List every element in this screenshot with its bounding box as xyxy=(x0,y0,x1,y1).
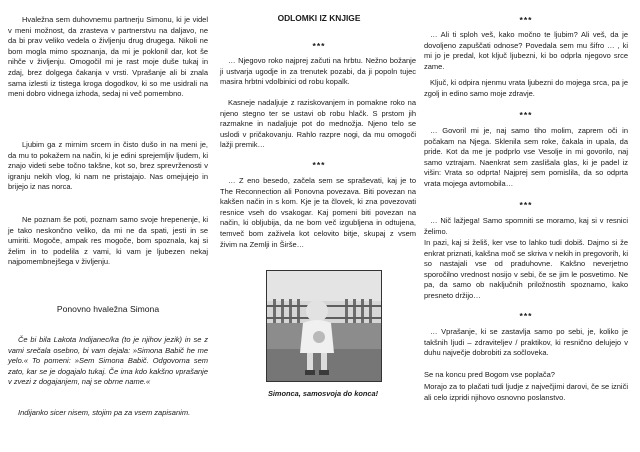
quote-closing: Indijanko sicer nisem, stojim pa za vsem zapisanim. xyxy=(18,408,191,417)
child-photo xyxy=(266,270,382,382)
excerpt-paragraph-5: Ključ, ki odpira njenmu vrata ljubezni do mojega srca, pa je zgolj in edino samo moje zdravje. xyxy=(424,78,628,98)
excerpt-paragraph-1: … Njegovo roko najprej začuti na hrbtu. Nežno božanje ji ustvarja ugodje in za trenutek pozabi, da ji popoln tujec masira hrbtni vdolbinici od robu kopalk. xyxy=(220,56,416,87)
separator-stars: *** xyxy=(312,160,326,170)
excerpt-paragraph-11: Morajo za to plačati tudi ljudje z največjimi darovi, če se izniči ali celo izpridi njihovo osnovno poslanstvo. xyxy=(424,382,628,402)
photo-caption: Simonca, samosvoja do konca! xyxy=(267,389,379,398)
separator-stars: *** xyxy=(519,200,533,210)
excerpt-paragraph-4: … Ali ti sploh veš, kako močno te ljubim? Ali veš, da je dovoljeno zapuščati odnose? Povedala sem mu šifro … , ki mi jo je predal, kot ključ ljubezni, ki bo odprla njegovo srce zame. xyxy=(424,30,628,71)
photo-illustration xyxy=(267,271,381,381)
excerpt-paragraph-3: … Z eno besedo, začela sem se spraševati, kaj je to The Reconnection ali Ponovna povezava. Biti povezan na kakšen način in s kom. Kje je ta človek, ki zna povezovati resnice vseh do vsakogar. Kaj pomeni biti povezan na način, ki obljubija, da ne bom več izgubljena in odtujena, temveč bom zaživela kot celovito bitje, skupaj z vsem živim na Zemlji in Širše… xyxy=(220,176,416,249)
excerpt-paragraph-6: … Govoril mi je, naj samo tiho molim, zaprem oči in počakam na Njega. Sklenila sem roke, čakala in upala, da pride. Kot da me je podprlo vse Vesolje in mi govorilo, naj samo vztrajam. Naenkrat sem zaslišala glas, ki je padel iz višin: Vrata so odprta! Najprej sem pomislila, da so odprta vrata mojega avtomobila… xyxy=(424,126,628,188)
excerpt-paragraph-7: … Nič lažjega! Samo spomniti se moramo, kaj si v resnici želimo. xyxy=(424,216,628,236)
separator-stars: *** xyxy=(519,110,533,120)
excerpt-paragraph-2: Kasneje nadaljuje z raziskovanjem in pomakne roko na njeno stegno ter se ustavi ob robu hlačk. S prstom jih razmakne in nadaljuje pot do mednožja. Njeno telo se uslodi v pričakovanju. Rahlo razpre nogi, da mu omogoči lažji premik… xyxy=(220,98,416,150)
section-title: Ponovno hvaležna Simona xyxy=(56,304,160,314)
gratitude-paragraph-2: Ljubim ga z mirnim srcem in čisto dušo in na meni je, da mu to pokažem na način, ki je edini sprejemljiv ljudem, ki znajo videti sebe točno takšne, kot so, brez sprevrženosti v igranju nekih vlog, ki nam ne pristajajo. Nas omejujejo in brijejo iz nas norca. xyxy=(8,140,208,192)
excerpts-heading: ODLOMKI IZ KNJIGE xyxy=(277,13,361,23)
separator-stars: *** xyxy=(312,41,326,51)
gratitude-paragraph-1: Hvaležna sem duhovnemu partnerju Simonu, ki je videl v meni možnost, da zrasteva v partnerstvu na daljavo, ne da bi prav veliko vedela o življenju drug drugega. Nikoli ne bom mogla mimo spoznanja, da mi je poklonil dar, kot še nihče v življenju. Omogočil mi je rast moje duše tukaj in zdaj, brez dolgega čakanja v vrsti. Vprašanje ali bi znala sama izlesti iz tistega kroga dogodkov, ki so me usidrali na meni dobro vidnega izhoda, sedaj ni več pomembno. xyxy=(8,15,208,99)
separator-stars: *** xyxy=(519,15,533,25)
gratitude-paragraph-3: Ne poznam še poti, poznam samo svoje hrepenenje, ki je tako neskončno veliko, da mi ne da spati, jesti in se umiriti. Mogoče, ampak res mogoče, bom spoznala, kaj si želim in to podelila z vami, ki vam je ljubezen nekaj najpomembnejšega v življenju. xyxy=(8,215,208,267)
lakota-quote: Če bi bila Lakota Indijanec/ka (to je njihov jezik) in se z vami srečala osebno, bi vam dejala: »Simona Babič he me yelo.« To pomeni: »Sem Simona Babič. Odgovorna sem zato, kar se je dogajalo tukaj. Če ima kdo kakšno vprašanje v zvezi z dogajanjem, naj se obrne name.« xyxy=(8,335,208,387)
excerpt-paragraph-8: In pazi, kaj si želiš, ker vse to lahko tudi dobiš. Dajmo si že enkrat priznati, kakšna moč se skriva v nekih in pregovorih, ki so nastajali vse od praduhovne. Kakšno neverjetno sporočilno vrednost nosijo v sebi, če se jim le posvetimo. Ne pa, da samo ob naključnih priložnostih spoznamo, kako presneto držijo… xyxy=(424,238,628,300)
separator-stars: *** xyxy=(519,311,533,321)
excerpt-paragraph-10: Se na koncu pred Bogom vse poplača? xyxy=(424,370,555,379)
excerpt-paragraph-9: … Vprašanje, ki se zastavlja samo po sebi, je, koliko je takšnih ljudi – zdraviteljev / praktikov, ki resnično delujejo v duhu največje dobrobiti za sočloveka. xyxy=(424,327,628,358)
